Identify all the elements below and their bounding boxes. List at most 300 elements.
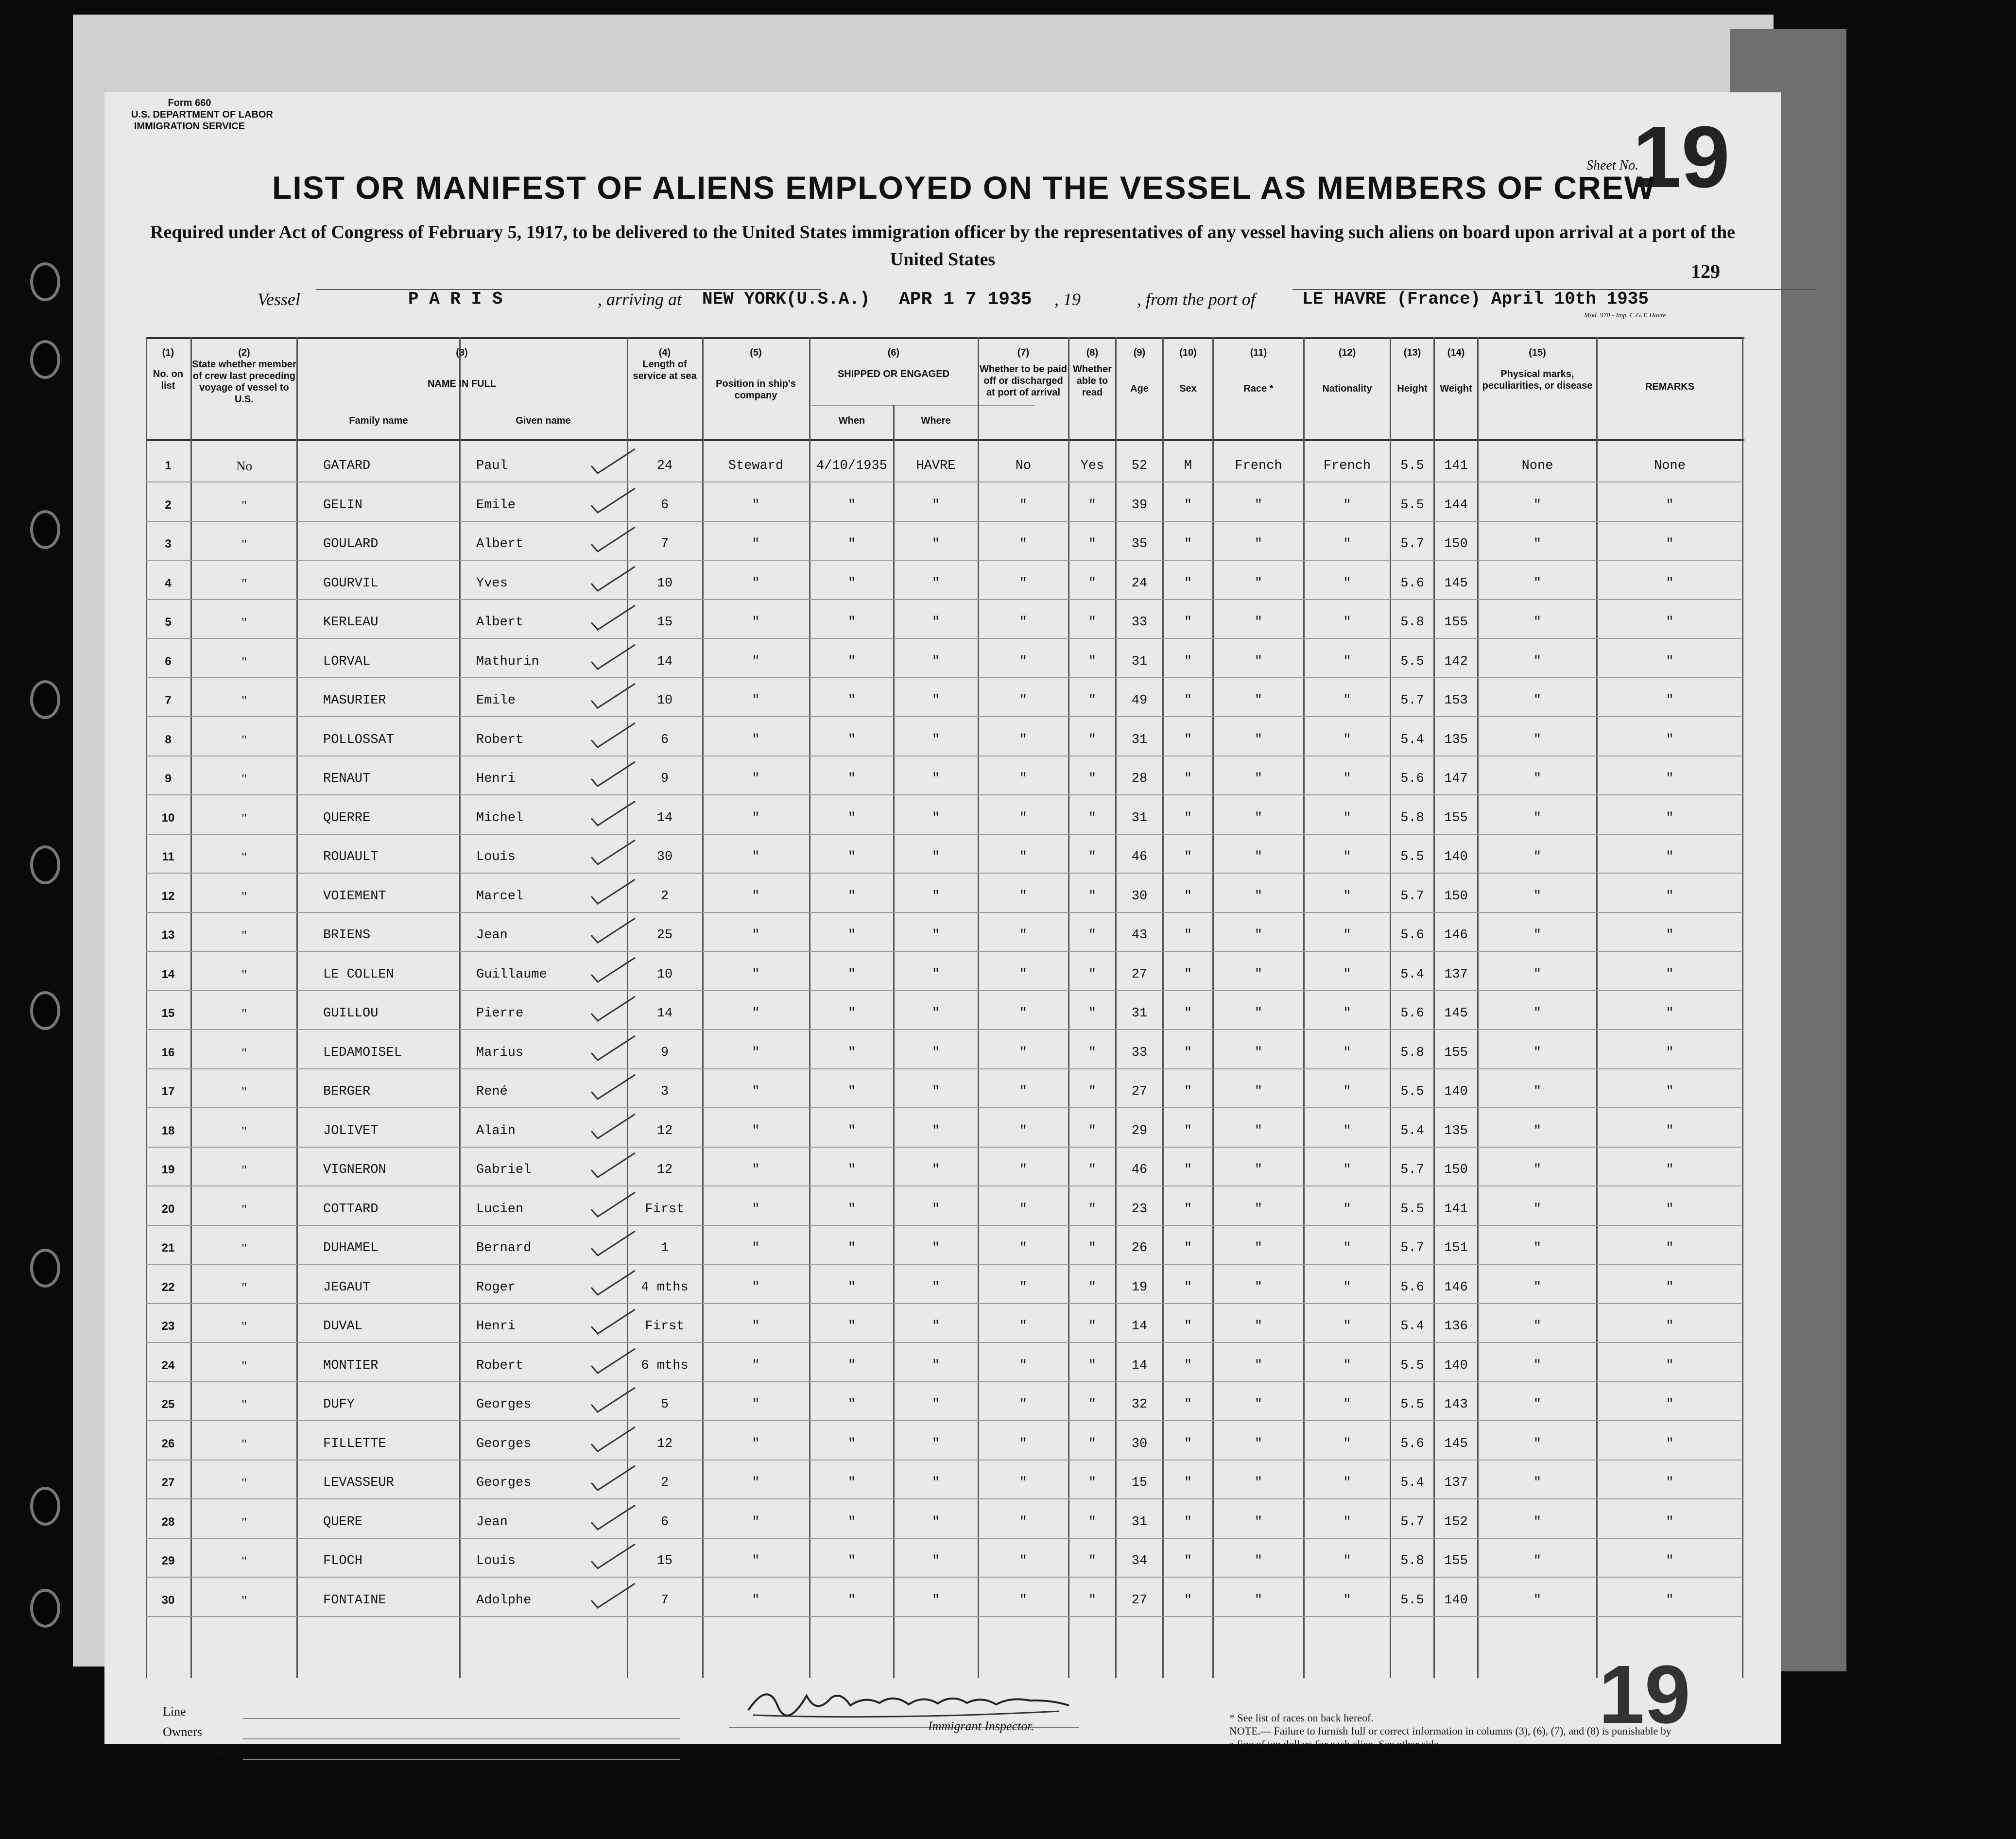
remarks: " [1666, 1476, 1674, 1490]
physical-marks: " [1533, 1514, 1542, 1530]
header-name-in-full: (3) NAME IN FULL [427, 347, 497, 389]
previous-voyage: " [241, 967, 247, 982]
position: " [752, 498, 760, 513]
paid-off: " [1019, 1554, 1028, 1568]
able-to-read: " [1088, 1554, 1097, 1568]
row-rule [146, 873, 1744, 874]
age: 14 [1131, 1358, 1148, 1373]
remarks: " [1666, 1123, 1674, 1138]
check-mark-icon [589, 759, 638, 789]
race: " [1254, 1476, 1263, 1490]
sex: " [1184, 1319, 1192, 1334]
family-name: GUILLOU [323, 1006, 379, 1021]
header-sex: (10) Sex [1179, 347, 1197, 394]
race: " [1254, 1241, 1263, 1255]
remarks: " [1666, 498, 1674, 513]
length-of-service: 15 [656, 615, 673, 630]
sex: " [1184, 498, 1192, 513]
paid-off: " [1019, 1593, 1028, 1608]
nationality: " [1343, 1319, 1351, 1334]
weight: 146 [1444, 1280, 1468, 1295]
able-to-read: " [1088, 498, 1097, 513]
row-number: 17 [161, 1085, 175, 1098]
age: 43 [1131, 928, 1148, 943]
header-length-of-service: (4) Length of service at sea [633, 347, 697, 381]
row-number: 15 [161, 1007, 175, 1020]
given-name: Jean [476, 928, 508, 943]
position: Steward [728, 459, 784, 473]
check-mark-icon [589, 1385, 638, 1414]
nationality: " [1343, 1163, 1351, 1177]
physical-marks: " [1533, 654, 1542, 669]
family-name: ROUAULT [323, 850, 379, 864]
able-to-read: " [1088, 1084, 1097, 1099]
sex: " [1184, 537, 1192, 551]
shipped-when: " [847, 1358, 856, 1373]
nationality: " [1343, 810, 1351, 825]
paid-off: " [1019, 693, 1028, 708]
paid-off: " [1019, 1358, 1028, 1373]
shipped-where: " [931, 1436, 940, 1451]
length-of-service: 14 [656, 654, 673, 669]
physical-marks: " [1533, 889, 1542, 904]
given-name: Mathurin [476, 654, 539, 669]
family-name: FONTAINE [323, 1593, 386, 1608]
sex: M [1184, 459, 1192, 473]
race: " [1254, 967, 1263, 982]
shipped-when: " [847, 537, 856, 551]
family-name: JEGAUT [323, 1280, 371, 1295]
weight: 150 [1444, 889, 1468, 904]
shipped-when: " [847, 498, 856, 513]
height: 5.5 [1400, 1358, 1424, 1373]
family-name: GOULARD [323, 537, 379, 551]
height: 5.7 [1400, 537, 1424, 551]
physical-marks: " [1533, 576, 1542, 591]
race: " [1254, 1006, 1263, 1021]
check-mark-icon [589, 1542, 638, 1571]
previous-voyage: " [241, 654, 247, 669]
position: " [752, 537, 760, 551]
sex: " [1184, 889, 1192, 904]
shipped-when: " [847, 1476, 856, 1490]
shipped-when: " [847, 1593, 856, 1608]
sex: " [1184, 732, 1192, 747]
nationality: " [1343, 1280, 1351, 1295]
family-name: MASURIER [323, 693, 386, 708]
row-rule [146, 1068, 1744, 1069]
weight: 155 [1444, 810, 1468, 825]
remarks: " [1666, 810, 1674, 825]
height: 5.5 [1400, 1202, 1424, 1217]
age: 46 [1131, 850, 1148, 864]
paid-off: " [1019, 1084, 1028, 1099]
race: " [1254, 1319, 1263, 1334]
height: 5.5 [1400, 1397, 1424, 1412]
given-name: Georges [476, 1436, 532, 1451]
position: " [752, 1476, 760, 1490]
paid-off: " [1019, 1123, 1028, 1138]
family-name: DUHAMEL [323, 1241, 379, 1255]
able-to-read: " [1088, 1476, 1097, 1490]
previous-voyage: " [241, 1554, 247, 1568]
able-to-read: " [1088, 615, 1097, 630]
check-mark-icon [589, 1190, 638, 1219]
row-number: 23 [161, 1320, 175, 1333]
sex: " [1184, 850, 1192, 864]
able-to-read: " [1088, 1280, 1097, 1295]
age: 31 [1131, 810, 1148, 825]
length-of-service: First [645, 1319, 685, 1334]
weight: 155 [1444, 1045, 1468, 1060]
able-to-read: " [1088, 850, 1097, 864]
sex: " [1184, 1593, 1192, 1608]
height: 5.7 [1400, 693, 1424, 708]
row-number: 2 [165, 498, 172, 512]
age: 27 [1131, 1593, 1148, 1608]
race: " [1254, 772, 1263, 786]
length-of-service: 7 [660, 1593, 669, 1608]
binder-hole [30, 1487, 60, 1526]
age: 15 [1131, 1476, 1148, 1490]
previous-voyage: " [241, 693, 247, 708]
nationality: " [1343, 928, 1351, 943]
row-number: 30 [161, 1593, 175, 1607]
nationality: " [1343, 850, 1351, 864]
row-rule [146, 990, 1744, 991]
physical-marks: " [1533, 615, 1542, 630]
sex: " [1184, 1045, 1192, 1060]
height: 5.4 [1400, 1123, 1424, 1138]
nationality: " [1343, 537, 1351, 551]
family-name: COTTARD [323, 1202, 379, 1217]
given-name: Guillaume [476, 967, 547, 982]
check-mark-icon [589, 994, 638, 1023]
remarks: " [1666, 1006, 1674, 1021]
nationality: " [1343, 615, 1351, 630]
row-number: 7 [165, 694, 172, 707]
nationality: " [1343, 1593, 1351, 1608]
race: " [1254, 1163, 1263, 1177]
inspector-label: Immigrant Inspector. [928, 1719, 1034, 1733]
sex: " [1184, 1006, 1192, 1021]
sex: " [1184, 1554, 1192, 1568]
row-rule [146, 1225, 1744, 1226]
column-rule [459, 337, 461, 1678]
paid-off: " [1019, 498, 1028, 513]
check-mark-icon [589, 564, 638, 593]
physical-marks: " [1533, 1045, 1542, 1060]
remarks: " [1666, 1202, 1674, 1217]
check-mark-icon [589, 916, 638, 945]
nationality: " [1343, 1202, 1351, 1217]
able-to-read: " [1088, 810, 1097, 825]
length-of-service: 12 [656, 1436, 673, 1451]
check-mark-icon [589, 681, 638, 710]
weight: 137 [1444, 967, 1468, 982]
remarks: " [1666, 889, 1674, 904]
remarks: " [1666, 1436, 1674, 1451]
binder-hole [30, 340, 60, 379]
previous-voyage: " [241, 732, 247, 747]
previous-voyage: " [241, 1397, 247, 1412]
given-name: Michel [476, 810, 524, 825]
weight: 140 [1444, 1593, 1468, 1608]
family-name: LORVAL [323, 654, 371, 669]
able-to-read: " [1088, 928, 1097, 943]
age: 39 [1131, 498, 1148, 513]
paid-off: " [1019, 1006, 1028, 1021]
family-name: BRIENS [323, 928, 371, 943]
paid-off: " [1019, 1397, 1028, 1412]
sex: " [1184, 1202, 1192, 1217]
height: 5.8 [1400, 1554, 1424, 1568]
check-mark-icon [589, 1033, 638, 1063]
previous-voyage: " [241, 1163, 247, 1177]
weight: 145 [1444, 1006, 1468, 1021]
given-name: Robert [476, 732, 524, 747]
remarks: " [1666, 1163, 1674, 1177]
check-mark-icon [589, 1229, 638, 1258]
previous-voyage: No [236, 459, 252, 473]
check-mark-icon [589, 1346, 638, 1375]
length-of-service: 10 [656, 693, 673, 708]
paid-off: " [1019, 810, 1028, 825]
given-name: Georges [476, 1397, 532, 1412]
underline [243, 1759, 680, 1760]
length-of-service: 6 mths [641, 1358, 689, 1373]
row-rule [146, 912, 1744, 913]
previous-voyage: " [241, 498, 247, 513]
weight: 140 [1444, 1358, 1468, 1373]
position: " [752, 1084, 760, 1099]
position: " [752, 810, 760, 825]
header-previous-voyage: (2) State whether member of crew last preceding voyage of vessel to U.S. [192, 347, 296, 405]
nationality: " [1343, 1123, 1351, 1138]
position: " [752, 1397, 760, 1412]
height: 5.8 [1400, 615, 1424, 630]
given-name: Jean [476, 1514, 508, 1530]
paid-off: " [1019, 615, 1028, 630]
sheet-number: 19 [1633, 108, 1730, 206]
vessel-label: Vessel [258, 290, 300, 309]
position: " [752, 1163, 760, 1177]
shipped-where: " [931, 1241, 940, 1255]
shipped-where: " [931, 1397, 940, 1412]
previous-voyage: " [241, 1476, 247, 1490]
sex: " [1184, 1476, 1192, 1490]
weight: 151 [1444, 1241, 1468, 1255]
age: 14 [1131, 1319, 1148, 1334]
row-number: 29 [161, 1554, 175, 1567]
race: " [1254, 537, 1263, 551]
age: 46 [1131, 1163, 1148, 1177]
able-to-read: " [1088, 576, 1097, 591]
remarks: " [1666, 576, 1674, 591]
race: " [1254, 1123, 1263, 1138]
department-name: U.S. DEPARTMENT OF LABOR [131, 109, 273, 120]
row-rule [146, 1538, 1744, 1539]
shipped-when: 4/10/1935 [816, 459, 887, 473]
shipped-where: " [931, 693, 940, 708]
check-mark-icon [589, 525, 638, 554]
position: " [752, 889, 760, 904]
race: " [1254, 654, 1263, 669]
position: " [752, 1006, 760, 1021]
remarks: " [1666, 1084, 1674, 1099]
weight: 150 [1444, 537, 1468, 551]
header-when: When [838, 415, 865, 426]
paid-off: " [1019, 1280, 1028, 1295]
arrival-date-stamp: APR 1 7 1935 [899, 289, 1032, 310]
race: " [1254, 1397, 1263, 1412]
table-rule [811, 405, 1035, 406]
row-number: 19 [161, 1163, 175, 1176]
given-name: Georges [476, 1476, 532, 1490]
shipped-when: " [847, 1202, 856, 1217]
able-to-read: " [1088, 1006, 1097, 1021]
height: 5.4 [1400, 732, 1424, 747]
row-rule [146, 599, 1744, 600]
height: 5.6 [1400, 772, 1424, 786]
underline [243, 1718, 680, 1719]
nationality: " [1343, 1241, 1351, 1255]
length-of-service: 4 mths [641, 1280, 689, 1295]
position: " [752, 693, 760, 708]
shipped-when: " [847, 967, 856, 982]
length-of-service: 5 [660, 1397, 669, 1412]
check-mark-icon [589, 1463, 638, 1493]
family-name: MONTIER [323, 1358, 379, 1373]
row-number: 4 [165, 576, 172, 590]
sex: " [1184, 772, 1192, 786]
length-of-service: 12 [656, 1163, 673, 1177]
position: " [752, 732, 760, 747]
row-rule [146, 794, 1744, 795]
length-of-service: 12 [656, 1123, 673, 1138]
age: 32 [1131, 1397, 1148, 1412]
able-to-read: " [1088, 889, 1097, 904]
sex: " [1184, 1241, 1192, 1255]
position: " [752, 615, 760, 630]
shipped-where: " [931, 537, 940, 551]
row-rule [146, 1460, 1744, 1461]
paid-off: " [1019, 732, 1028, 747]
shipped-when: " [847, 1554, 856, 1568]
given-name: Lucien [476, 1202, 524, 1217]
shipped-where: " [931, 1554, 940, 1568]
nationality: " [1343, 1397, 1351, 1412]
physical-marks: " [1533, 1397, 1542, 1412]
paid-off: " [1019, 1436, 1028, 1451]
header-height: (13) Height [1397, 347, 1428, 394]
row-rule [146, 677, 1744, 678]
position: " [752, 1436, 760, 1451]
nationality: " [1343, 967, 1351, 982]
vessel-line [258, 289, 1812, 318]
family-name: FILLETTE [323, 1436, 386, 1451]
family-name: BERGER [323, 1084, 371, 1099]
physical-marks: " [1533, 928, 1542, 943]
position: " [752, 1514, 760, 1530]
position: " [752, 654, 760, 669]
shipped-where: " [931, 850, 940, 864]
able-to-read: " [1088, 1202, 1097, 1217]
able-to-read: " [1088, 1514, 1097, 1530]
sex: " [1184, 1358, 1192, 1373]
remarks: " [1666, 1397, 1674, 1412]
given-name: Emile [476, 498, 516, 513]
row-number: 13 [161, 928, 175, 942]
shipped-when: " [847, 928, 856, 943]
given-name: Marius [476, 1045, 524, 1060]
previous-voyage: " [241, 810, 247, 825]
sex: " [1184, 1163, 1192, 1177]
paid-off: " [1019, 1202, 1028, 1217]
row-number: 18 [161, 1124, 175, 1137]
sex: " [1184, 654, 1192, 669]
nationality: " [1343, 1436, 1351, 1451]
able-to-read: " [1088, 772, 1097, 786]
printer-mark: Mod. 970 - Imp. C.G.T. Havre [1584, 312, 1666, 319]
position: " [752, 1319, 760, 1334]
remarks: " [1666, 967, 1674, 982]
family-name: DUFY [323, 1397, 355, 1412]
family-name: DUVAL [323, 1319, 363, 1334]
row-number: 12 [161, 889, 175, 903]
row-rule [146, 1107, 1744, 1108]
height: 5.7 [1400, 889, 1424, 904]
age: 31 [1131, 732, 1148, 747]
race: " [1254, 1280, 1263, 1295]
paid-off: " [1019, 889, 1028, 904]
height: 5.7 [1400, 1241, 1424, 1255]
check-mark-icon [589, 1307, 638, 1336]
paid-off: " [1019, 576, 1028, 591]
age: 31 [1131, 1514, 1148, 1530]
paid-off: " [1019, 1045, 1028, 1060]
height: 5.5 [1400, 1593, 1424, 1608]
length-of-service: 25 [656, 928, 673, 943]
header-where: Where [921, 415, 951, 426]
previous-voyage: " [241, 1202, 247, 1217]
shipped-when: " [847, 1045, 856, 1060]
height: 5.5 [1400, 498, 1424, 513]
check-mark-icon [589, 838, 638, 867]
nationality: " [1343, 1006, 1351, 1021]
vessel-name: P A R I S [408, 289, 503, 309]
row-number: 5 [165, 616, 172, 629]
shipped-where: " [931, 1123, 940, 1138]
age: 49 [1131, 693, 1148, 708]
row-rule [146, 521, 1744, 522]
remarks: " [1666, 537, 1674, 551]
given-name: René [476, 1084, 508, 1099]
position: " [752, 1123, 760, 1138]
height: 5.6 [1400, 1280, 1424, 1295]
previous-voyage: " [241, 1241, 247, 1255]
able-to-read: " [1088, 1163, 1097, 1177]
given-name: Emile [476, 693, 516, 708]
physical-marks: " [1533, 1476, 1542, 1490]
height: 5.4 [1400, 967, 1424, 982]
length-of-service: 1 [660, 1241, 669, 1255]
nationality: " [1343, 772, 1351, 786]
nationality: " [1343, 1045, 1351, 1060]
weight: 137 [1444, 1476, 1468, 1490]
previous-voyage: " [241, 1123, 247, 1138]
check-mark-icon [589, 1112, 638, 1141]
